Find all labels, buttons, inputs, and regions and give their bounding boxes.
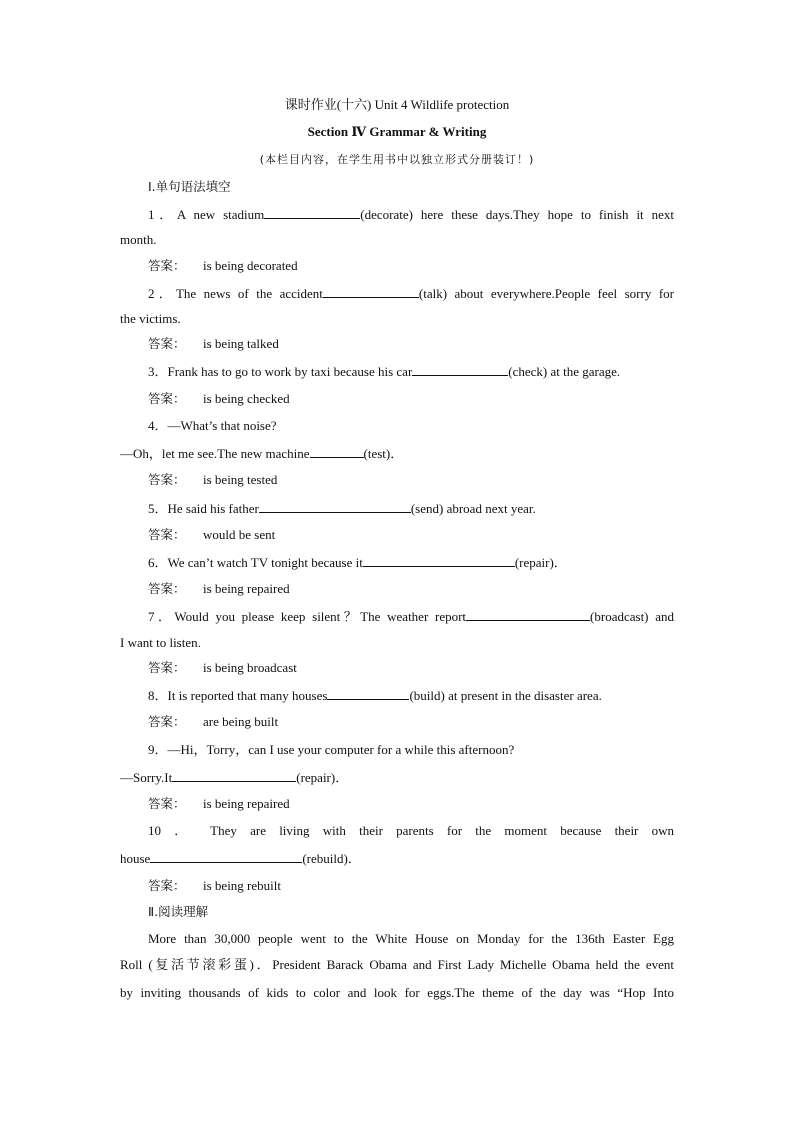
answer-1: 答案： is being decorated (148, 258, 298, 273)
reading-line-2: Roll (复活节滚彩蛋)．President Barack Obama and First Lady Michelle Obama held the event (120, 957, 674, 972)
answer-6: 答案： is being repaired (148, 581, 290, 596)
question-9: 9．—Hi，Torry，can I use your computer for a while this afternoon? (148, 742, 515, 757)
section-title: Section Ⅳ Grammar & Writing (307, 124, 487, 139)
question-9-line2: —Sorry.It (repair)． (120, 770, 349, 785)
question-6: 6．We can’t watch TV tonight because it (repair)． (148, 555, 567, 570)
question-7-cont: I want to listen. (120, 635, 201, 650)
question-7: 7．Would you please keep silent？The weather report (broadcast) and (148, 609, 674, 624)
answer-2: 答案： is being talked (148, 336, 279, 351)
question-3: 3．Frank has to go to work by taxi because his car (check) at the garage. (148, 364, 621, 379)
question-4: 4．—What’s that noise? (148, 418, 277, 433)
page-title: 课时作业(十六) Unit 4 Wildlife protection (284, 97, 510, 112)
answer-4: 答案： is being tested (148, 472, 278, 487)
answer-7: 答案： is being broadcast (148, 660, 297, 675)
part2-heading: Ⅱ.阅读理解 (148, 904, 209, 919)
answer-10: 答案： is being rebuilt (148, 878, 281, 893)
answer-blank (327, 686, 409, 700)
question-1-cont: month. (120, 232, 157, 247)
answer-blank (259, 499, 411, 513)
answer-5: 答案： would be sent (148, 527, 276, 542)
answer-9: 答案： is being repaired (148, 796, 290, 811)
question-2: 2．The news of the accident (talk) about everywhere.People feel sorry for (148, 286, 674, 301)
answer-blank (466, 607, 590, 621)
answer-8: 答案： are being built (148, 714, 279, 729)
reading-line-3: by inviting thousands of kids to color and look for eggs.The theme of the day was “Hop Into (120, 985, 674, 1000)
answer-blank (264, 205, 360, 219)
answer-blank (412, 362, 508, 376)
question-4-line2: —Oh，let me see.The new machine (test)． (120, 446, 404, 461)
answer-blank (150, 849, 302, 863)
part1-heading: Ⅰ.单句语法填空 (148, 179, 231, 194)
answer-3: 答案： is being checked (148, 391, 290, 406)
answer-blank (363, 553, 515, 567)
question-10: 10 ． They are living with their parents for the moment because their own (148, 823, 674, 838)
question-1: 1．A new stadium (decorate) here these days.They hope to finish it next (148, 207, 674, 222)
question-10-line2: house (rebuild)． (120, 851, 361, 866)
reading-line-1: More than 30,000 people went to the White House on Monday for the 136th Easter Egg (148, 931, 674, 946)
binding-note: (本栏目内容，在学生用书中以独立形式分册装订！) (259, 153, 535, 166)
answer-blank (323, 284, 419, 298)
question-5: 5．He said his father (send) abroad next year. (148, 501, 536, 516)
question-2-cont: the victims. (120, 311, 181, 326)
answer-blank (172, 768, 296, 782)
answer-blank (310, 444, 364, 458)
question-8: 8．It is reported that many houses (build) at present in the disaster area. (148, 688, 602, 703)
